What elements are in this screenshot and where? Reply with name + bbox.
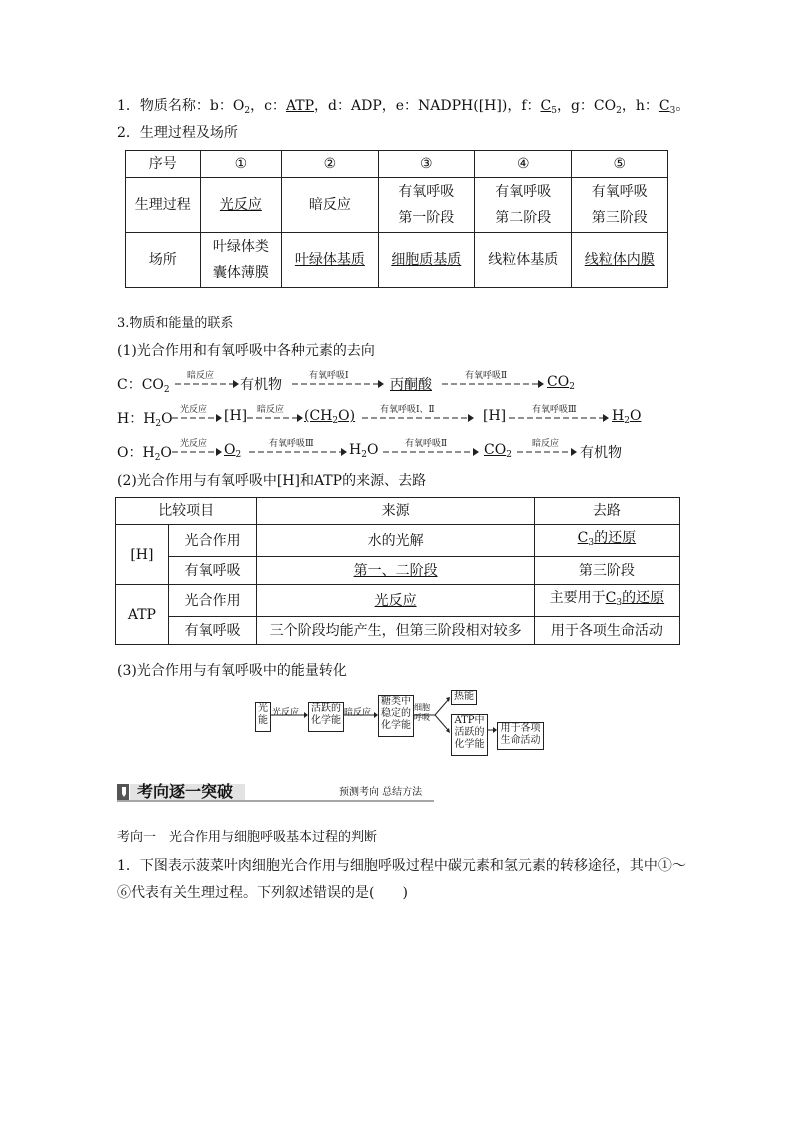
topic1-title: 考向一 光合作用与细胞呼吸基本过程的判断 bbox=[117, 830, 378, 845]
sub2-title: (2)光合作用与有氧呼吸中[H]和ATP的来源、去路 bbox=[117, 473, 427, 489]
h-atp-table bbox=[115, 497, 680, 645]
table-row: 序号 ① ② ③ ④ ⑤ bbox=[126, 151, 668, 178]
table-row: [H] 光合作用 水的光解 $C_3$的还原 bbox=[116, 525, 680, 557]
pen-icon bbox=[119, 786, 129, 798]
atp-answer: ATP bbox=[285, 98, 315, 114]
table-row: 场所 叶绿体类 囊体薄膜 叶绿体基质 细胞质基质 线粒体基质 线粒体内膜 bbox=[126, 233, 668, 288]
item1-line: 1．物质名称：b：$O_2$，c：ATP，d：ADP，e：NADPH([H])，f：$C_5$，g：$CO_2$，h：$C_3$。 bbox=[117, 98, 690, 116]
table-row: 有氧呼吸 第一、二阶段 第三阶段 bbox=[116, 557, 680, 585]
section-header: 考向逐一突破 预测考向 总结方法 bbox=[117, 782, 434, 802]
life-activity-box: 用于各项 生命活动 bbox=[497, 722, 544, 750]
arrow-icon bbox=[249, 448, 347, 456]
question1-line1: 1．下图表示菠菜叶肉细胞光合作用与细胞呼吸过程中碳元素和氢元素的转移途径，其中①～ bbox=[117, 858, 686, 874]
sub1-title: (1)光合作用和有氧呼吸中各种元素的去向 bbox=[117, 343, 375, 359]
stable-chem-energy-box: 糖类中 稳定的 化学能 bbox=[378, 695, 414, 737]
arrow-icon bbox=[172, 414, 222, 422]
flow-hydrogen: H：$H_2O$ 光反应 [H] 暗反应 $(CH_2O)$ 有氧呼吸Ⅰ、Ⅱ [H] 有氧呼吸Ⅲ $H_2O$ bbox=[117, 405, 642, 429]
process-site-table bbox=[125, 150, 668, 288]
arrow-icon bbox=[247, 414, 303, 422]
flow-carbon: C：$CO_2$ 暗反应 有机物 有氧呼吸Ⅰ 丙酮酸 有氧呼吸Ⅱ $CO_2$ bbox=[117, 371, 575, 395]
table-row: 比较项目 来源 去路 bbox=[116, 498, 680, 525]
flow-oxygen: O：$H_2O$ 光反应 $O_2$ 有氧呼吸Ⅲ $H_2O$ 有氧呼吸Ⅱ $CO_2$ 暗反应 有机物 bbox=[117, 439, 622, 463]
energy-diagram: 光 能 光反应 活跃的 化学能 暗反应 糖类中 稳定的 化学能 细胞 呼吸 热能 ATP中 活跃的 化学能 用于各项 生命活动 bbox=[250, 688, 550, 758]
arrow-icon bbox=[509, 414, 609, 422]
c5-answer: $C_5$ bbox=[540, 98, 557, 116]
question1-line2: ⑥代表有关生理过程。下列叙述错误的是( ) bbox=[117, 885, 408, 901]
table-row: 生理过程 光反应 暗反应 有氧呼吸 第一阶段 有氧呼吸 第二阶段 有氧呼吸 第三阶段 bbox=[126, 178, 668, 233]
arrow-icon bbox=[383, 448, 479, 456]
sub3-title: (3)光合作用与有氧呼吸中的能量转化 bbox=[117, 663, 347, 679]
arrow-icon bbox=[292, 380, 384, 388]
c3-answer: $C_3$ bbox=[658, 98, 676, 116]
active-chem-energy-box: 活跃的 化学能 bbox=[308, 702, 344, 732]
item3-title: 3.物质和能量的联系 bbox=[117, 316, 234, 331]
table-row: ATP 光合作用 光反应 主要用于$C_3$的还原 bbox=[116, 585, 680, 617]
arrow-icon bbox=[172, 448, 222, 456]
arrow-icon bbox=[442, 380, 544, 388]
arrow-icon bbox=[362, 414, 474, 422]
heat-energy-box: 热能 bbox=[451, 690, 477, 705]
atp-energy-box: ATP中 活跃的 化学能 bbox=[451, 714, 488, 756]
arrow-icon bbox=[517, 448, 577, 456]
arrow-icon bbox=[175, 380, 239, 388]
table-row: 有氧呼吸 三个阶段均能产生，但第三阶段相对较多 用于各项生命活动 bbox=[116, 617, 680, 645]
item2-title: 2．生理过程及场所 bbox=[117, 125, 238, 141]
light-energy-box: 光 能 bbox=[255, 702, 271, 732]
